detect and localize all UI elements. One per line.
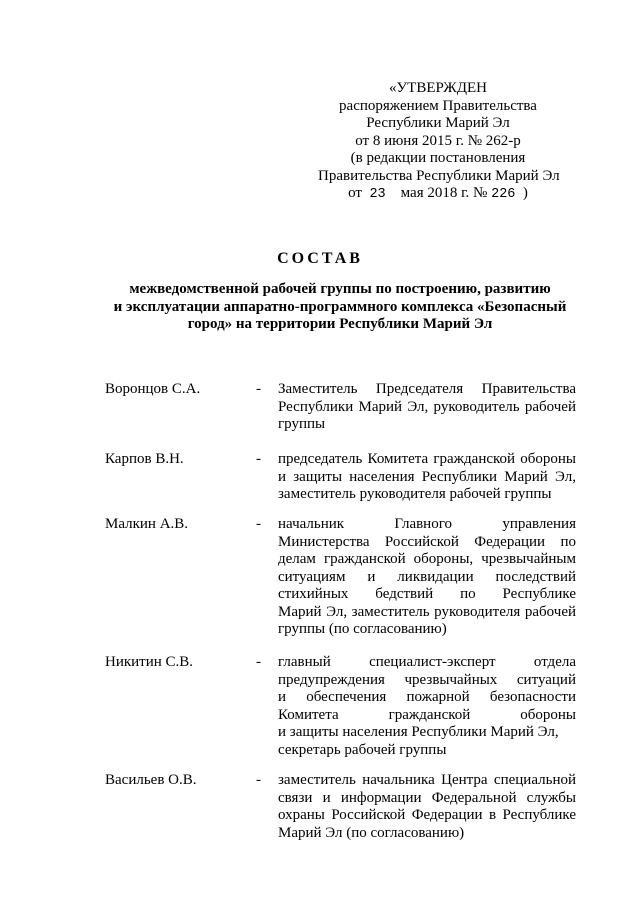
member-name: Карпов В.Н. bbox=[105, 451, 184, 467]
approval-line-date bbox=[318, 185, 558, 204]
member-position bbox=[278, 516, 576, 639]
member-name: Воронцов С.А. bbox=[105, 381, 201, 397]
position-line: заместитель руководителя рабочей группы bbox=[278, 486, 552, 502]
subtitle-line: и эксплуатации аппаратно-программного комплекса «Безопасный bbox=[113, 298, 567, 315]
approval-line: «УТВЕРЖДЕН bbox=[389, 80, 487, 96]
position-line: ситуациям и ликвидации последствий bbox=[278, 568, 576, 585]
member-dash: - bbox=[256, 381, 261, 397]
member-dash: - bbox=[256, 772, 261, 788]
position-line: группы bbox=[278, 416, 326, 432]
position-line: Министерства Российской Федерации по bbox=[278, 533, 576, 550]
position-line: связи и информации Федеральной службы bbox=[278, 789, 576, 806]
position-line: Республики Марий Эл, руководитель рабочей bbox=[278, 398, 576, 415]
approval-line: Правительства Республики Марий Эл bbox=[318, 167, 560, 184]
document-subtitle bbox=[100, 281, 580, 334]
position-line: предупреждения чрезвычайных ситуаций bbox=[278, 671, 576, 688]
position-line: Комитета гражданской обороны bbox=[278, 706, 576, 723]
position-line: и обеспечения пожарной безопасности bbox=[278, 689, 576, 705]
date-middle: мая 2018 г. № bbox=[400, 185, 488, 201]
approval-line: (в редакции постановления bbox=[350, 150, 526, 166]
approval-stamp bbox=[318, 80, 558, 204]
member-position bbox=[278, 381, 576, 434]
member-position bbox=[278, 654, 576, 759]
member-name: Никитин С.В. bbox=[105, 654, 194, 670]
decree-number: 226 bbox=[491, 187, 516, 202]
position-line: секретарь рабочей группы bbox=[278, 741, 447, 758]
position-line: заместитель начальника Центра специальной bbox=[278, 772, 576, 788]
position-line: делам гражданской обороны, чрезвычайным bbox=[278, 551, 576, 567]
position-line: председатель Комитета гражданской обороны bbox=[278, 451, 576, 467]
member-position bbox=[278, 451, 576, 504]
position-line: охраны Российской Федерации в Республике bbox=[278, 807, 576, 823]
position-line: и защиты населения Республики Марий Эл, bbox=[278, 468, 576, 485]
position-line: Марий Эл, заместитель руководителя рабочей bbox=[278, 603, 576, 620]
approval-line: распоряжением Правительства bbox=[339, 97, 537, 114]
approval-line: от 8 июня 2015 г. № 262-р bbox=[355, 132, 521, 149]
document-title: СОСТАВ bbox=[277, 250, 363, 267]
position-line: Заместитель Председателя Правительства bbox=[278, 381, 576, 397]
position-line: Марий Эл (по согласованию) bbox=[278, 824, 465, 841]
date-suffix: ) bbox=[522, 185, 528, 201]
member-name: Малкин А.В. bbox=[105, 516, 189, 532]
date-prefix: от bbox=[348, 185, 362, 201]
position-line: стихийных бедствий по Республике bbox=[278, 586, 576, 602]
subtitle-line: город» на территории Республики Марий Эл bbox=[187, 316, 493, 332]
approval-line: Республики Марий Эл bbox=[366, 115, 510, 131]
member-name: Васильев О.В. bbox=[105, 772, 197, 788]
member-dash: - bbox=[256, 451, 261, 467]
position-line: группы (по согласованию) bbox=[278, 621, 447, 637]
subtitle-line: межведомственной рабочей группы по построению, развитию bbox=[129, 281, 551, 297]
member-position bbox=[278, 772, 576, 842]
position-line: главный специалист-эксперт отдела bbox=[278, 654, 576, 670]
member-dash: - bbox=[256, 516, 261, 532]
position-line: и защиты населения Республики Марий Эл, bbox=[278, 724, 559, 740]
position-line: начальник Главного управления bbox=[278, 516, 576, 532]
member-dash: - bbox=[256, 654, 261, 670]
date-day: 23 bbox=[369, 187, 386, 202]
